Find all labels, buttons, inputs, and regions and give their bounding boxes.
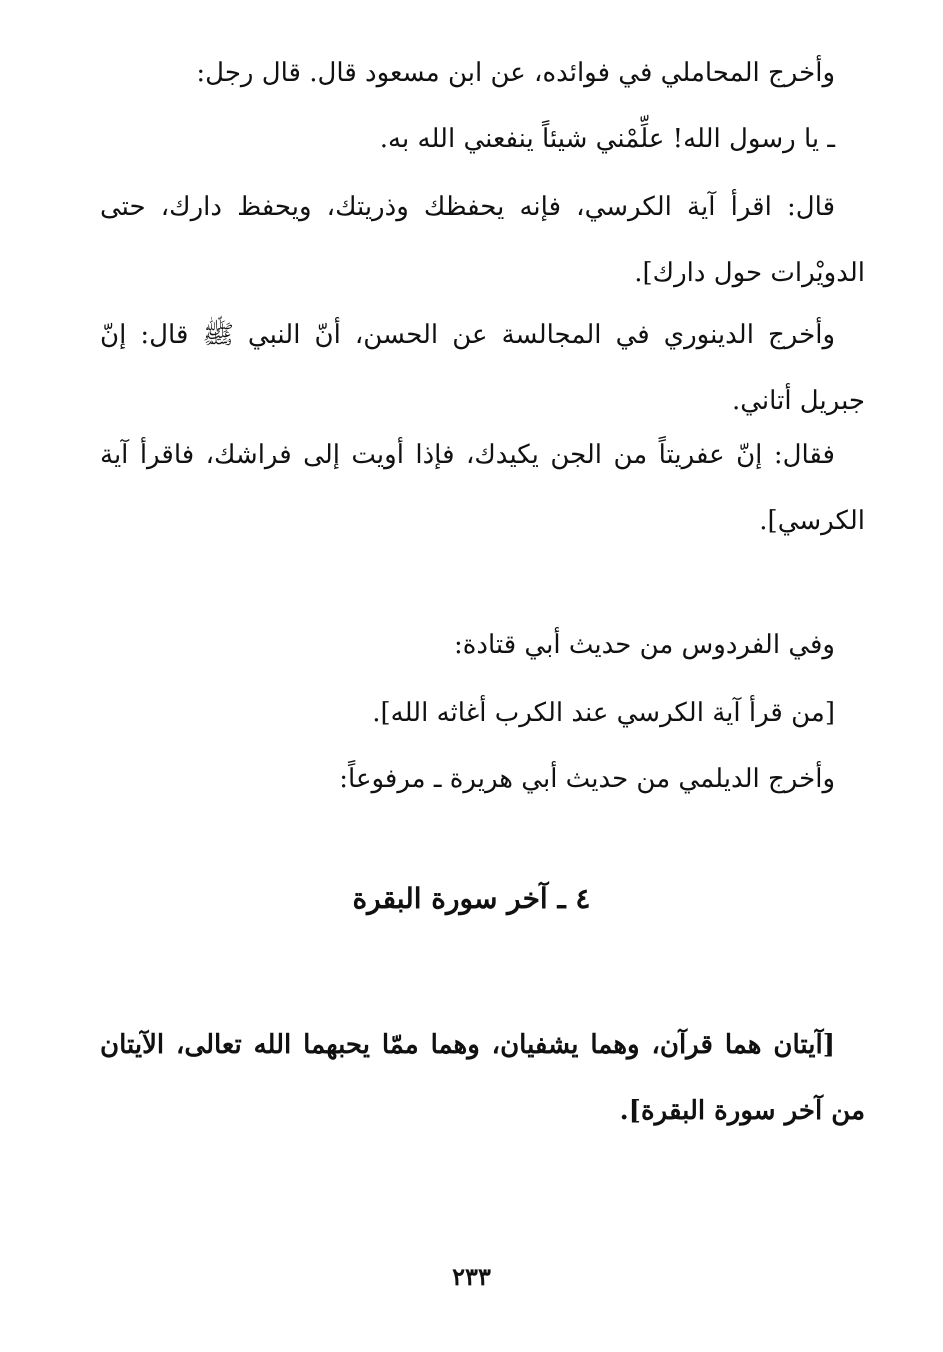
paragraph-baqarah-verses: [آيتان هما قرآن، وهما يشفيان، وهما ممّا يحبهما الله تعالى، الآيتان من آخر سورة البقرة]. <box>100 1030 865 1126</box>
paragraph-firdaws: وفي الفردوس من حديث أبي قتادة: <box>454 630 835 660</box>
page-number: ٢٣٣ <box>452 1262 491 1291</box>
paragraph-mahamili: وأخرج المحاملي في فوائده، عن ابن مسعود قال. قال رجل: <box>196 58 835 88</box>
paragraph-karb: [من قرأ آية الكرسي عند الكرب أغاثه الله]. <box>372 698 835 728</box>
paragraph-dinawari: وأخرج الدينوري في المجالسة عن الحسن، أنّ النبي ﷺ قال: إنّ جبريل أتاني. <box>100 320 865 416</box>
paragraph-daylami: وأخرج الديلمي من حديث أبي هريرة ـ مرفوعاً: <box>339 764 835 794</box>
section-heading: ٤ ـ آخر سورة البقرة <box>352 882 591 915</box>
paragraph-ifrit: فقال: إنّ عفريتاً من الجن يكيدك، فإذا أويت إلى فراشك، فاقرأ آية الكرسي]. <box>100 440 865 536</box>
paragraph-ayat-alkursi-reply: قال: اقرأ آية الكرسي، فإنه يحفظك وذريتك، ويحفظ دارك، حتى الدويْرات حول دارك]. <box>100 192 865 288</box>
paragraph-request: ـ يا رسول الله! علِّمْني شيئاً ينفعني الله به. <box>379 124 835 154</box>
